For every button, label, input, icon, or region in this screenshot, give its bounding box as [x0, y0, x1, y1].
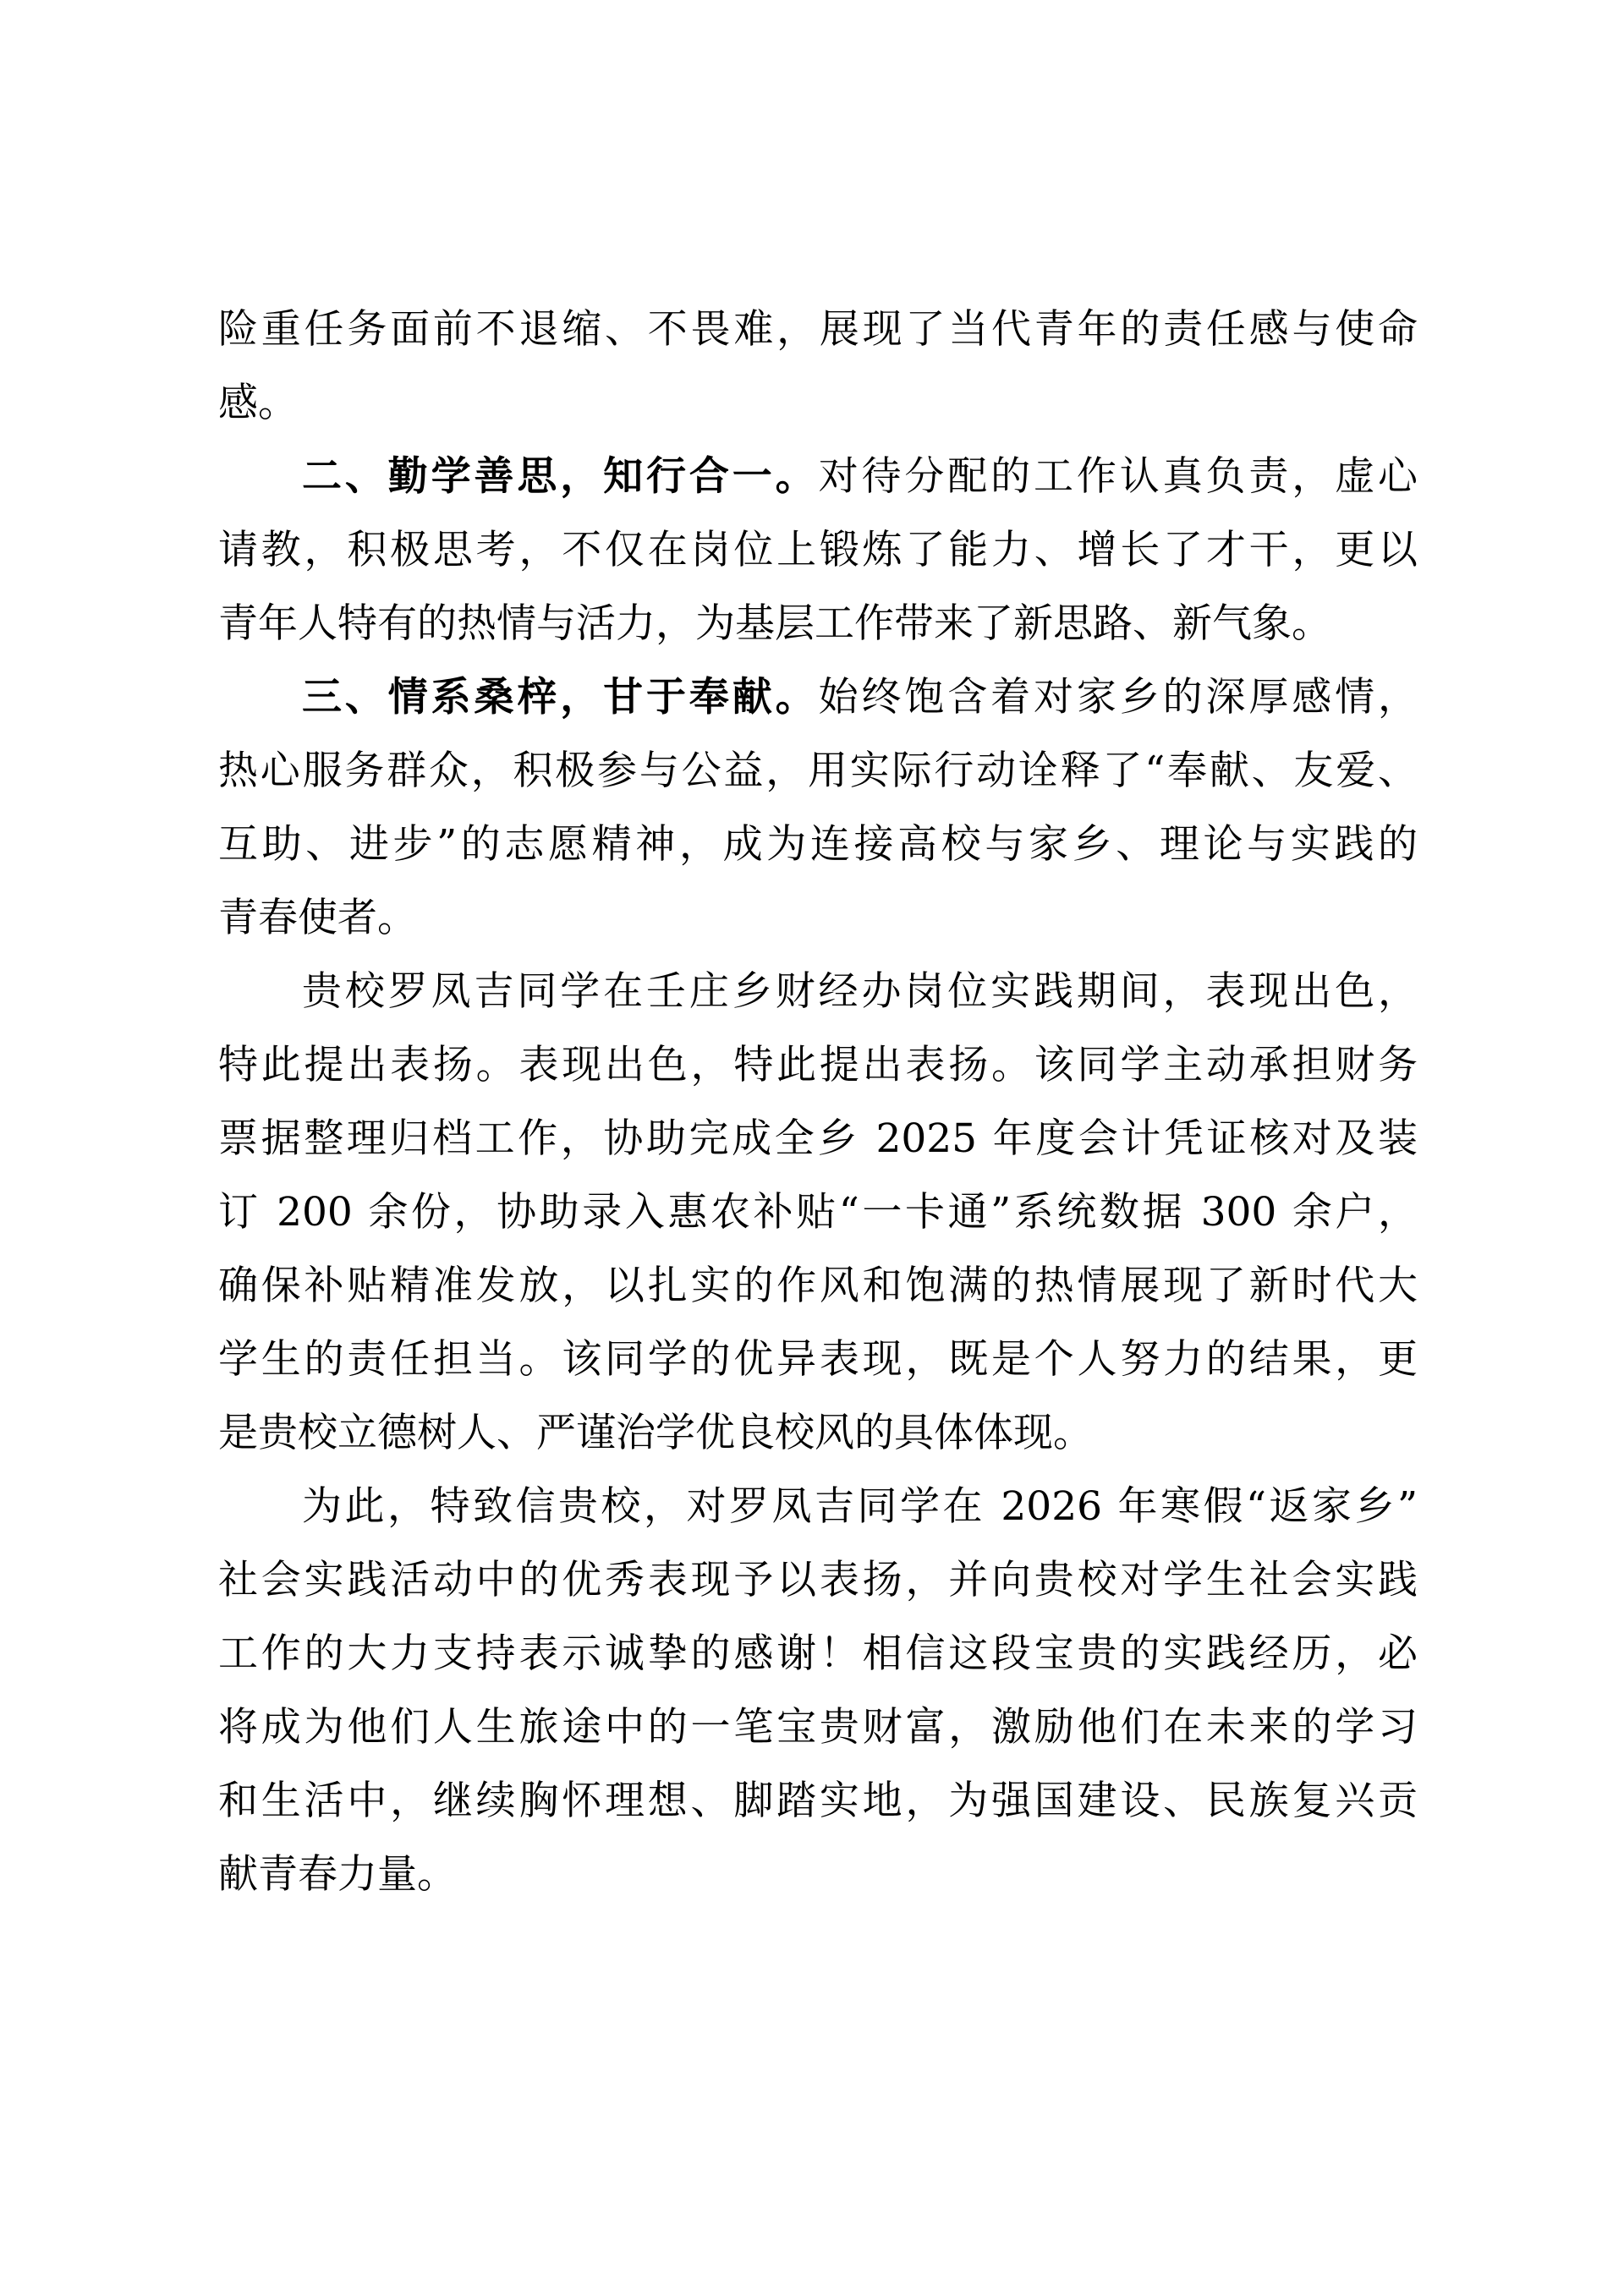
text-run: 和生活中，继续胸怀理想、脚踏实地，为强国建设、民族复兴贡	[218, 1778, 1418, 1824]
text-run: 确保补贴精准发放，以扎实的作风和饱满的热情展现了新时代大	[218, 1263, 1418, 1309]
text-run: 青春使者。	[218, 895, 417, 941]
text-line	[218, 1175, 1418, 1249]
text-run: 热心服务群众，积极参与公益，用实际行动诠释了“奉献、友爱、	[218, 748, 1418, 794]
text-line	[218, 1102, 1418, 1175]
text-line	[218, 1690, 1418, 1764]
text-line	[218, 1543, 1418, 1617]
text-run: 工作的大力支持表示诚挚的感谢！相信这段宝贵的实践经历，必	[218, 1630, 1418, 1677]
text-line	[218, 366, 1418, 440]
text-line	[218, 1838, 1418, 1911]
text-line	[218, 513, 1418, 587]
text-run: 献青春力量。	[218, 1851, 457, 1898]
text-line	[218, 660, 1418, 734]
text-run: 对待分配的工作认真负责，虚心	[818, 453, 1418, 500]
text-line	[218, 1617, 1418, 1690]
text-line	[218, 955, 1418, 1028]
text-run: 互助、进步”的志愿精神，成为连接高校与家乡、理论与实践的	[218, 821, 1418, 868]
letter-body	[218, 293, 1418, 1911]
text-line	[218, 1028, 1418, 1102]
text-run: 是贵校立德树人、严谨治学优良校风的具体体现。	[218, 1410, 1093, 1456]
section-heading-run: 二、勤学善思，知行合一。	[302, 453, 819, 500]
text-run: 感。	[218, 380, 298, 426]
text-run: 社会实践活动中的优秀表现予以表扬，并向贵校对学生社会实践	[218, 1557, 1418, 1603]
section-heading-run: 三、情系桑梓，甘于奉献。	[302, 674, 819, 721]
text-run: 青年人特有的热情与活力，为基层工作带来了新思路、新气象。	[218, 600, 1331, 647]
text-line	[218, 1396, 1418, 1470]
text-line	[218, 1764, 1418, 1838]
text-run: 贵校罗凤吉同学在壬庄乡财经办岗位实践期间，表现出色，	[302, 968, 1418, 1015]
text-run: 学生的责任担当。该同学的优异表现，既是个人努力的结果，更	[218, 1336, 1418, 1383]
text-line	[218, 1249, 1418, 1323]
text-run: 始终饱含着对家乡的深厚感情，	[818, 674, 1418, 721]
text-run: 特此提出表扬。表现出色，特此提出表扬。该同学主动承担财务	[218, 1042, 1418, 1088]
text-run: 为此，特致信贵校，对罗凤吉同学在 2026 年寒假“返家乡”	[302, 1483, 1418, 1530]
text-line	[218, 1470, 1418, 1543]
text-line	[218, 808, 1418, 881]
text-line	[218, 1323, 1418, 1396]
text-line	[218, 440, 1418, 513]
text-run: 请教，积极思考，不仅在岗位上锻炼了能力、增长了才干，更以	[218, 527, 1418, 573]
text-line	[218, 734, 1418, 808]
text-line	[218, 587, 1418, 660]
text-run: 险重任务面前不退缩、不畏难，展现了当代青年的责任感与使命	[218, 306, 1418, 353]
text-line	[218, 293, 1418, 366]
text-run: 订 200 余份，协助录入惠农补贴“一卡通”系统数据 300 余户，	[218, 1189, 1418, 1236]
text-run: 将成为他们人生旅途中的一笔宝贵财富，激励他们在未来的学习	[218, 1704, 1418, 1751]
text-line	[218, 881, 1418, 955]
text-run: 票据整理归档工作，协助完成全乡 2025 年度会计凭证核对及装	[218, 1115, 1418, 1162]
